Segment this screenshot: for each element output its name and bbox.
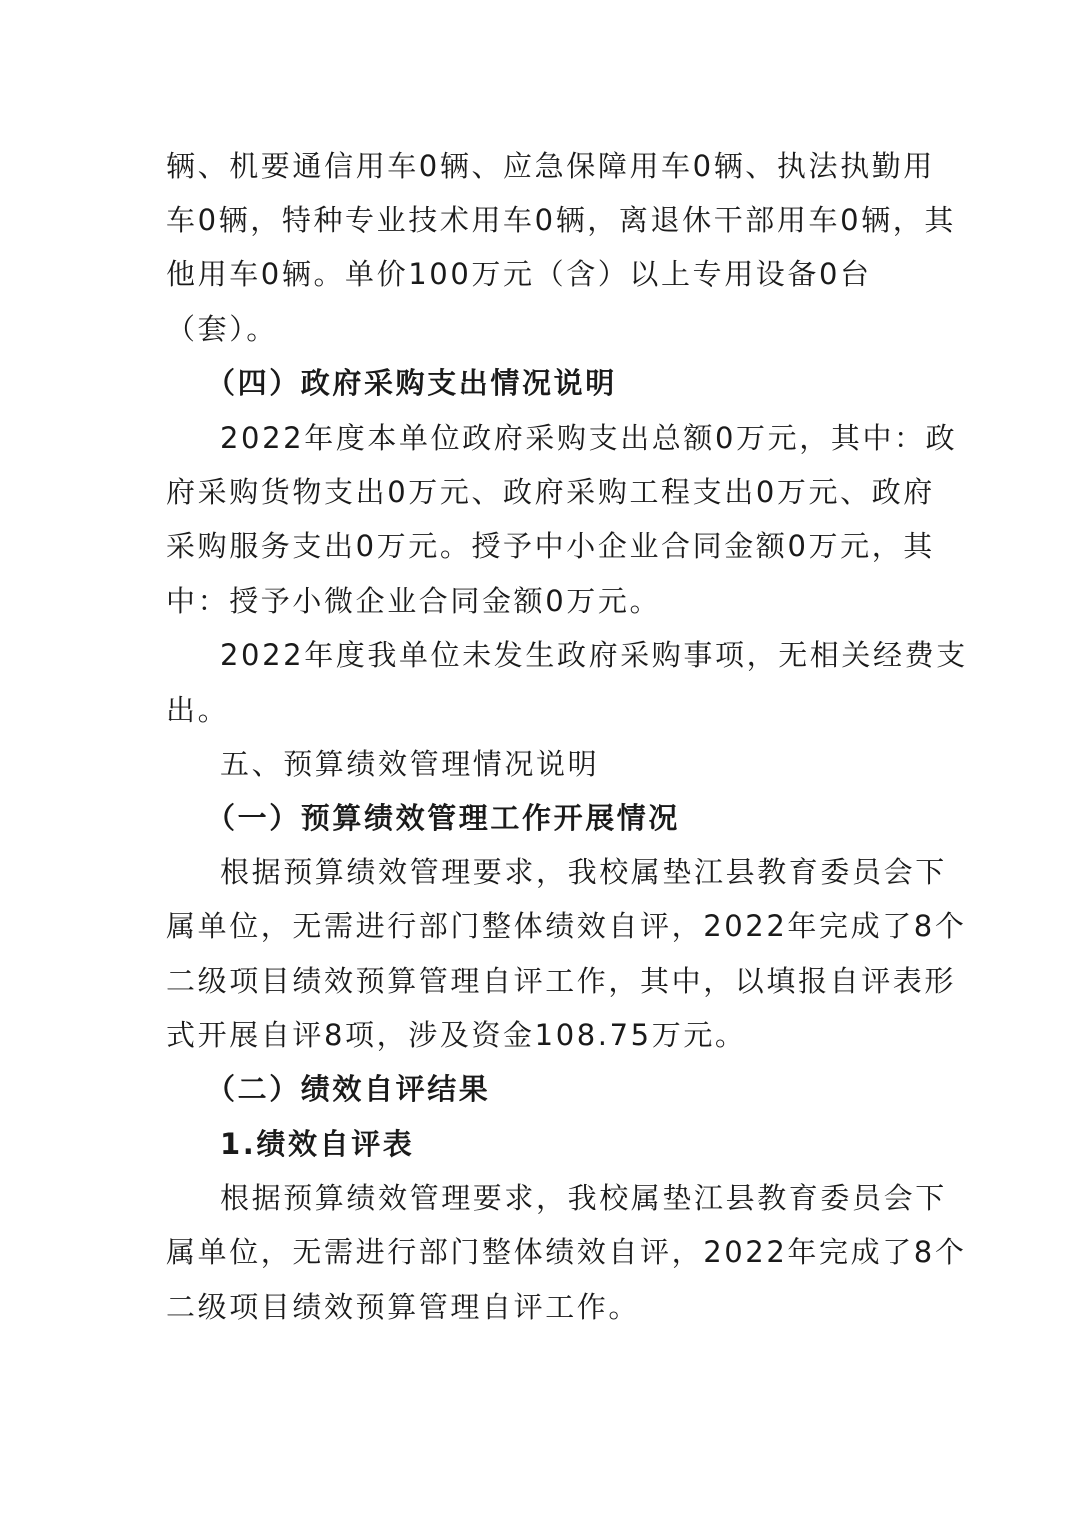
section-heading-2: （二）绩效自评结果 [206, 1072, 491, 1106]
paragraph-line: 辆、机要通信用车0辆、应急保障用车0辆、执法执勤用 [166, 149, 935, 183]
paragraph-line: 采购服务支出0万元。授予中小企业合同金额0万元，其 [166, 529, 935, 563]
paragraph-line: 二级项目绩效预算管理自评工作，其中，以填报自评表形 [166, 964, 957, 998]
paragraph-line: 车0辆，特种专业技术用车0辆，离退休干部用车0辆，其 [166, 203, 956, 237]
paragraph-line: 府采购货物支出0万元、政府采购工程支出0万元、政府 [166, 475, 935, 509]
paragraph-line: 他用车0辆。单价100万元（含）以上专用设备0台 [166, 257, 872, 291]
section-heading-1: （一）预算绩效管理工作开展情况 [206, 801, 681, 835]
paragraph-line: 出。 [166, 693, 230, 727]
paragraph-line: 2022年度本单位政府采购支出总额0万元，其中：政 [220, 421, 958, 455]
paragraph-line: 中：授予小微企业合同金额0万元。 [166, 584, 662, 618]
subsection-heading: 1.绩效自评表 [220, 1127, 415, 1161]
chapter-heading-5: 五、预算绩效管理情况说明 [220, 747, 600, 781]
paragraph-line: 根据预算绩效管理要求，我校属垫江县教育委员会下 [220, 1181, 947, 1215]
paragraph-line: 属单位，无需进行部门整体绩效自评，2022年完成了8个 [166, 909, 967, 943]
section-heading-4: （四）政府采购支出情况说明 [206, 366, 617, 400]
paragraph-line: （套）。 [166, 312, 278, 346]
paragraph-line: 根据预算绩效管理要求，我校属垫江县教育委员会下 [220, 855, 947, 889]
paragraph-line: 2022年度我单位未发生政府采购事项，无相关经费支 [220, 638, 968, 672]
paragraph-line: 属单位，无需进行部门整体绩效自评，2022年完成了8个 [166, 1235, 967, 1269]
paragraph-line: 二级项目绩效预算管理自评工作。 [166, 1290, 641, 1324]
paragraph-line: 式开展自评8项，涉及资金108.75万元。 [166, 1018, 747, 1052]
